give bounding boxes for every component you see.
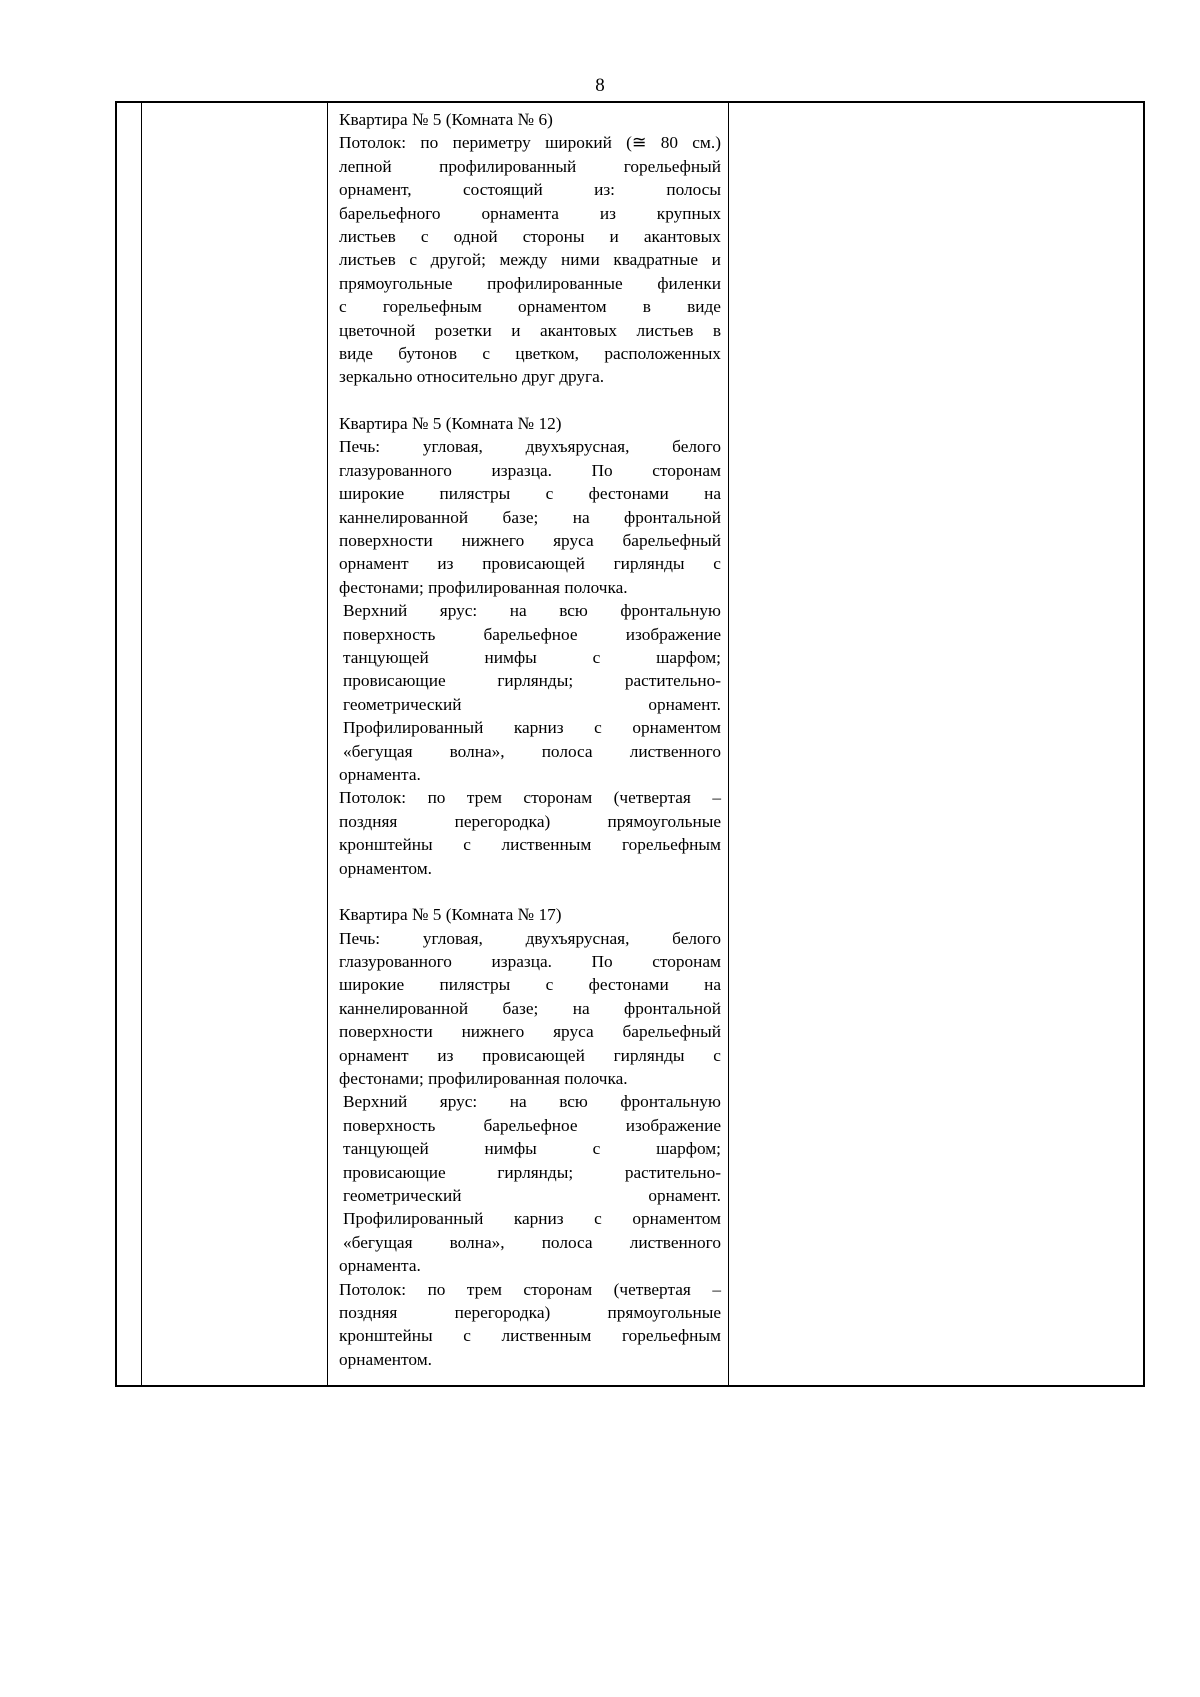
text-line <box>339 810 721 833</box>
word: фронтальной <box>624 507 721 527</box>
word: прямоугольные <box>607 1302 721 1322</box>
word: волна», <box>449 1232 505 1252</box>
text-line <box>339 131 721 154</box>
word: Верхний <box>343 1092 408 1112</box>
word: каннелированной <box>339 998 469 1018</box>
word: барельефное <box>483 1115 578 1135</box>
word: состоящий <box>462 180 543 200</box>
word: провисающей <box>482 1045 585 1065</box>
word: листьев <box>636 320 694 340</box>
column-divider <box>327 103 328 1385</box>
word: карниз <box>513 718 564 738</box>
word: сторонам <box>652 952 721 972</box>
section-heading: Квартира № 5 (Комната № 17) <box>339 905 562 925</box>
word: по <box>420 133 439 153</box>
word: лиственным <box>501 1326 592 1346</box>
column-divider <box>728 103 729 1385</box>
word: По <box>591 952 613 972</box>
word: – <box>712 1279 721 1299</box>
word: глазурованного <box>339 952 452 972</box>
word: расположенных <box>604 343 721 363</box>
word: профилированный <box>439 156 577 176</box>
text-line <box>343 693 721 716</box>
word: (≅ <box>626 133 647 153</box>
paragraph-last-line: орнаментом. <box>339 858 432 878</box>
text-line <box>343 623 721 646</box>
word: трем <box>466 1279 502 1299</box>
text-line <box>339 506 721 529</box>
text-line <box>339 155 721 178</box>
word: пилястры <box>439 975 511 995</box>
word: орнамент <box>339 554 409 574</box>
word: бутонов <box>398 343 458 363</box>
word: Потолок: <box>339 788 407 808</box>
word: лиственного <box>629 1232 721 1252</box>
word: листьев <box>339 250 396 270</box>
word: шарфом; <box>656 1139 721 1159</box>
word: из <box>599 203 616 223</box>
object-table <box>115 101 1145 1387</box>
word: лепной <box>339 156 392 176</box>
word: нижнего <box>461 531 525 551</box>
word: с <box>713 1045 721 1065</box>
word: провисающей <box>482 554 585 574</box>
word: изображение <box>625 624 721 644</box>
word: барельефный <box>622 1022 721 1042</box>
text-line <box>339 202 721 225</box>
word: перегородка) <box>454 811 551 831</box>
word: с <box>463 1326 471 1346</box>
word: на <box>704 975 721 995</box>
word: с <box>409 250 418 270</box>
word: фронтальную <box>620 1092 721 1112</box>
word: с <box>592 647 601 667</box>
word: яруса <box>553 531 594 551</box>
word: с <box>594 1209 602 1229</box>
word: «бегущая <box>343 1232 413 1252</box>
word: барельефного <box>339 203 441 223</box>
word: горельефным <box>621 835 721 855</box>
word: стороны <box>522 226 585 246</box>
word: Потолок: <box>339 133 407 153</box>
text-line <box>339 997 721 1020</box>
word: лиственным <box>501 835 592 855</box>
word: с <box>463 835 471 855</box>
word: лиственного <box>629 741 721 761</box>
word: танцующей <box>343 1139 429 1159</box>
word: изразца. <box>491 952 552 972</box>
word: фронтальную <box>620 601 721 621</box>
word: белого <box>672 437 721 457</box>
word: из <box>437 554 454 574</box>
word: двухъярусная, <box>525 437 630 457</box>
text-line <box>339 552 721 575</box>
word: Потолок: <box>339 1279 407 1299</box>
text-line <box>343 1184 721 1207</box>
text-line <box>339 342 721 365</box>
word: с <box>545 484 554 504</box>
word: с <box>545 975 554 995</box>
text-line <box>339 248 721 271</box>
word: горельефным <box>382 297 482 317</box>
word: с <box>713 554 721 574</box>
word: с <box>482 343 491 363</box>
word: базе; <box>502 507 539 527</box>
word: другой; <box>430 250 486 270</box>
word: широкие <box>339 975 405 995</box>
section-2-body-b <box>339 599 721 763</box>
word: карниз <box>513 1209 564 1229</box>
word: орнамент, <box>339 180 412 200</box>
section-heading: Квартира № 5 (Комната № 12) <box>339 414 562 434</box>
text-line <box>339 225 721 248</box>
paragraph-last-line: орнамента. <box>339 764 421 784</box>
word: яруса <box>553 1022 594 1042</box>
word: горельефным <box>621 1326 721 1346</box>
text-line <box>343 1161 721 1184</box>
word: полосы <box>666 180 721 200</box>
word: между <box>499 250 548 270</box>
word: с <box>339 297 347 317</box>
text-line <box>339 178 721 201</box>
word: геометрический <box>343 694 462 714</box>
word: По <box>591 460 613 480</box>
word: горельефный <box>623 156 721 176</box>
word: базе; <box>502 998 539 1018</box>
word: кронштейны <box>339 835 433 855</box>
word: и <box>711 250 721 270</box>
word: геометрический <box>343 1185 462 1205</box>
word: белого <box>672 928 721 948</box>
word: на <box>509 1092 527 1112</box>
word: поздняя <box>339 811 398 831</box>
text-line <box>339 459 721 482</box>
word: ярус: <box>439 601 478 621</box>
word: виде <box>339 343 373 363</box>
word: с <box>420 226 429 246</box>
column-divider <box>141 103 142 1385</box>
word: поверхности <box>339 1022 433 1042</box>
text-line <box>343 669 721 692</box>
word: орнаментом <box>632 718 721 738</box>
word: по <box>427 1279 446 1299</box>
text-line <box>343 716 721 739</box>
word: шарфом; <box>656 647 721 667</box>
word: гирлянды; <box>497 671 574 691</box>
text-line <box>343 1207 721 1230</box>
word: периметру <box>452 133 531 153</box>
section-3-body-a <box>339 927 721 1067</box>
word: одной <box>453 226 498 246</box>
word: пилястры <box>439 484 511 504</box>
word: поверхность <box>343 1115 436 1135</box>
description-cell <box>339 108 721 1371</box>
word: цветочной <box>339 320 416 340</box>
word: Печь: <box>339 437 381 457</box>
word: изразца. <box>491 460 552 480</box>
word: угловая, <box>422 928 483 948</box>
word: по <box>427 788 446 808</box>
word: широкие <box>339 484 405 504</box>
text-line <box>343 1231 721 1254</box>
word: барельефное <box>483 624 578 644</box>
word: 80 <box>660 133 678 153</box>
word: поверхности <box>339 531 433 551</box>
text-line <box>339 1278 721 1301</box>
word: Профилированный <box>343 718 484 738</box>
word: акантовых <box>539 320 618 340</box>
text-line <box>339 295 721 318</box>
word: волна», <box>449 741 505 761</box>
text-line <box>343 1090 721 1113</box>
text-line <box>339 482 721 505</box>
paragraph-last-line: орнаментом. <box>339 1349 432 1369</box>
word: фестонами <box>588 484 669 504</box>
text-line <box>343 740 721 763</box>
word: изображение <box>625 1115 721 1135</box>
section-1-body <box>339 131 721 365</box>
word: трем <box>466 788 502 808</box>
word: с <box>592 1139 601 1159</box>
word: фестонами <box>588 975 669 995</box>
word: и <box>609 226 619 246</box>
word: нимфы <box>484 1139 537 1159</box>
word: сторонам <box>523 1279 593 1299</box>
section-heading: Квартира № 5 (Комната № 6) <box>339 110 553 129</box>
word: гирлянды <box>613 1045 685 1065</box>
word: всю <box>559 601 588 621</box>
word: в <box>712 320 721 340</box>
word: перегородка) <box>454 1302 551 1322</box>
word: нижнего <box>461 1022 525 1042</box>
text-line <box>339 1020 721 1043</box>
text-line <box>343 599 721 622</box>
word: орнамента <box>481 203 559 223</box>
word: виде <box>687 297 721 317</box>
word: угловая, <box>422 437 483 457</box>
word: каннелированной <box>339 507 469 527</box>
word: полоса <box>541 1232 593 1252</box>
word: орнаментом <box>632 1209 721 1229</box>
section-2-body-c <box>339 786 721 856</box>
word: листьев <box>339 226 396 246</box>
section-3-body-c <box>339 1278 721 1348</box>
word: провисающие <box>343 671 446 691</box>
word: фронтальной <box>624 998 721 1018</box>
word: глазурованного <box>339 460 452 480</box>
word: поверхность <box>343 624 436 644</box>
word: Профилированный <box>343 1209 484 1229</box>
text-line <box>339 786 721 809</box>
word: на <box>509 601 527 621</box>
text-line <box>343 1137 721 1160</box>
word: «бегущая <box>343 741 413 761</box>
text-line <box>339 1324 721 1347</box>
word: на <box>572 507 590 527</box>
word: прямоугольные <box>339 273 453 293</box>
word: полоса <box>541 741 593 761</box>
word: растительно- <box>624 1162 721 1182</box>
word: с <box>594 718 602 738</box>
word: Верхний <box>343 601 408 621</box>
text-line <box>339 950 721 973</box>
text-line <box>339 529 721 552</box>
word: Печь: <box>339 928 381 948</box>
text-line <box>339 435 721 458</box>
text-line <box>339 927 721 950</box>
section-2-body-a <box>339 435 721 575</box>
text-line <box>339 833 721 856</box>
word: розетки <box>434 320 492 340</box>
word: на <box>572 998 590 1018</box>
text-line <box>339 1044 721 1067</box>
text-line <box>343 1114 721 1137</box>
paragraph-last-line: зеркально относительно друг друга. <box>339 367 605 387</box>
word: профилированные <box>487 273 623 293</box>
word: крупных <box>656 203 721 223</box>
text-line <box>339 272 721 295</box>
paragraph-last-line: фестонами; профилированная полочка. <box>339 1069 628 1089</box>
word: из <box>437 1045 454 1065</box>
word: орнамент. <box>648 1185 721 1205</box>
section-3-body-b <box>339 1090 721 1254</box>
text-line <box>339 1301 721 1324</box>
word: гирлянды; <box>497 1162 574 1182</box>
word: двухъярусная, <box>525 928 630 948</box>
word: цветком, <box>515 343 579 363</box>
paragraph-last-line: фестонами; профилированная полочка. <box>339 577 628 597</box>
word: на <box>704 484 721 504</box>
word: барельефный <box>622 531 721 551</box>
word: танцующей <box>343 647 429 667</box>
word: – <box>712 788 721 808</box>
word: прямоугольные <box>607 811 721 831</box>
word: сторонам <box>523 788 593 808</box>
word: филенки <box>657 273 721 293</box>
word: широкий <box>545 133 612 153</box>
text-line <box>339 319 721 342</box>
word: квадратные <box>613 250 699 270</box>
word: (четвертая <box>613 1279 691 1299</box>
word: поздняя <box>339 1302 398 1322</box>
word: ними <box>561 250 600 270</box>
paragraph-last-line: орнамента. <box>339 1256 421 1276</box>
word: провисающие <box>343 1162 446 1182</box>
text-line <box>343 646 721 669</box>
word: см.) <box>692 133 721 153</box>
word: кронштейны <box>339 1326 433 1346</box>
word: нимфы <box>484 647 537 667</box>
word: сторонам <box>652 460 721 480</box>
word: гирлянды <box>613 554 685 574</box>
word: орнамент <box>339 1045 409 1065</box>
word: в <box>642 297 651 317</box>
word: (четвертая <box>613 788 691 808</box>
text-line <box>339 973 721 996</box>
word: из: <box>594 180 615 200</box>
word: орнаментом <box>517 297 607 317</box>
word: и <box>511 320 521 340</box>
word: растительно- <box>624 671 721 691</box>
word: орнамент. <box>648 694 721 714</box>
word: всю <box>559 1092 588 1112</box>
word: акантовых <box>643 226 721 246</box>
word: ярус: <box>439 1092 478 1112</box>
page-number: 8 <box>595 75 605 96</box>
